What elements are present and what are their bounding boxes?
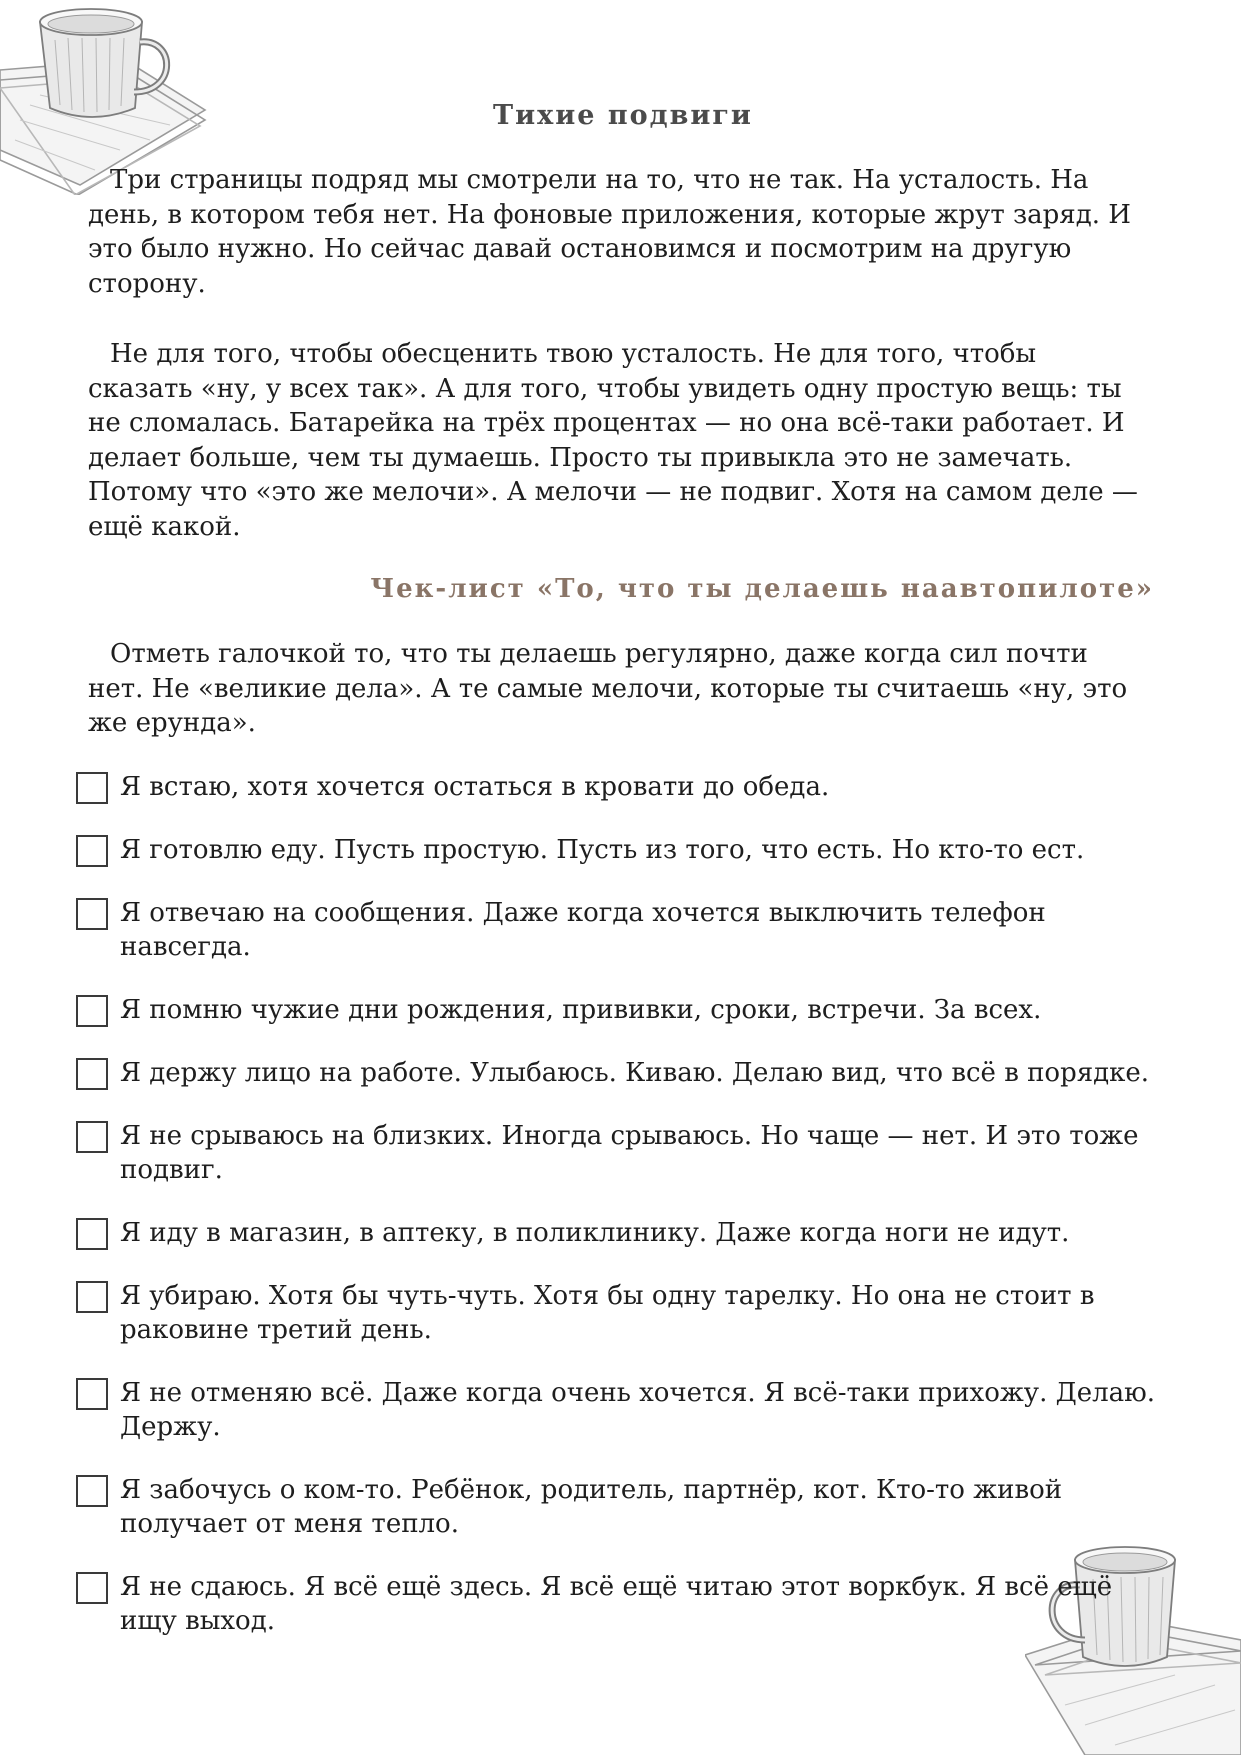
checkbox[interactable] [76, 1058, 108, 1090]
checklist-item-text: Я помню чужие дни рождения, прививки, сроки, встречи. За всех. [120, 995, 1042, 1025]
checkbox[interactable] [76, 1281, 108, 1313]
checkbox[interactable] [76, 835, 108, 867]
checklist-heading: Чек-лист «То, что ты делаешь наавтопилоте» [370, 574, 1154, 604]
intro-paragraph-1: Три страницы подряд мы смотрели на то, что не так. На усталость. На день, в котором тебя нет. На фоновые приложения, которые жрут заряд. И это было нужно. Но сейчас давай остановимся и посмотрим на другую сторону. [88, 165, 1131, 299]
checkbox[interactable] [76, 1121, 108, 1153]
checklist-item-text: Я встаю, хотя хочется остаться в кровати до обеда. [120, 772, 830, 802]
checkbox[interactable] [76, 995, 108, 1027]
checkbox[interactable] [76, 1218, 108, 1250]
intro-paragraph-2: Не для того, чтобы обесценить твою усталость. Не для того, чтобы сказать «ну, у всех так». А для того, чтобы увидеть одну простую вещь: ты не сломалась. Батарейка на трёх процентах — но она всё-таки работает. И делает больше, чем ты думаешь. Просто ты привыкла это не замечать. Потому что «это же мелочи». А мелочи — не подвиг. Хотя на самом деле — ещё какой. [88, 339, 1138, 542]
checkbox[interactable] [76, 898, 108, 930]
checklist-intro: Отметь галочкой то, что ты делаешь регулярно, даже когда сил почти нет. Не «великие дела». А те самые мелочи, которые ты считаешь «ну, это же ерунда». [88, 639, 1128, 738]
checklist-item-text: Я не отменяю всё. Даже когда очень хочется. Я всё-таки прихожу. Делаю. Держу. [120, 1378, 1156, 1442]
checkbox[interactable] [76, 1378, 108, 1410]
checklist-item-text: Я держу лицо на работе. Улыбаюсь. Киваю. Делаю вид, что всё в порядке. [120, 1058, 1150, 1088]
checklist-item-text: Я не сдаюсь. Я всё ещё здесь. Я всё ещё читаю этот воркбук. Я всё ещё ищу выход. [120, 1572, 1113, 1636]
checkbox[interactable] [76, 1572, 108, 1604]
page-title: Тихие подвиги [493, 100, 753, 131]
checkbox[interactable] [76, 1475, 108, 1507]
checklist-item-text: Я убираю. Хотя бы чуть-чуть. Хотя бы одну тарелку. Но она не стоит в раковине третий день. [120, 1281, 1095, 1345]
checklist-item-text: Я иду в магазин, в аптеку, в поликлинику. Даже когда ноги не идут. [120, 1218, 1070, 1248]
checklist-item-text: Я не срываюсь на близких. Иногда срываюсь. Но чаще — нет. И это тоже подвиг. [120, 1121, 1139, 1185]
checklist-item-text: Я готовлю еду. Пусть простую. Пусть из того, что есть. Но кто-то ест. [120, 835, 1085, 865]
checklist-item-text: Я отвечаю на сообщения. Даже когда хочется выключить телефон навсегда. [120, 898, 1046, 962]
checklist-item-text: Я забочусь о ком-то. Ребёнок, родитель, партнёр, кот. Кто-то живой получает от меня тепло. [120, 1475, 1063, 1539]
checkbox[interactable] [76, 772, 108, 804]
